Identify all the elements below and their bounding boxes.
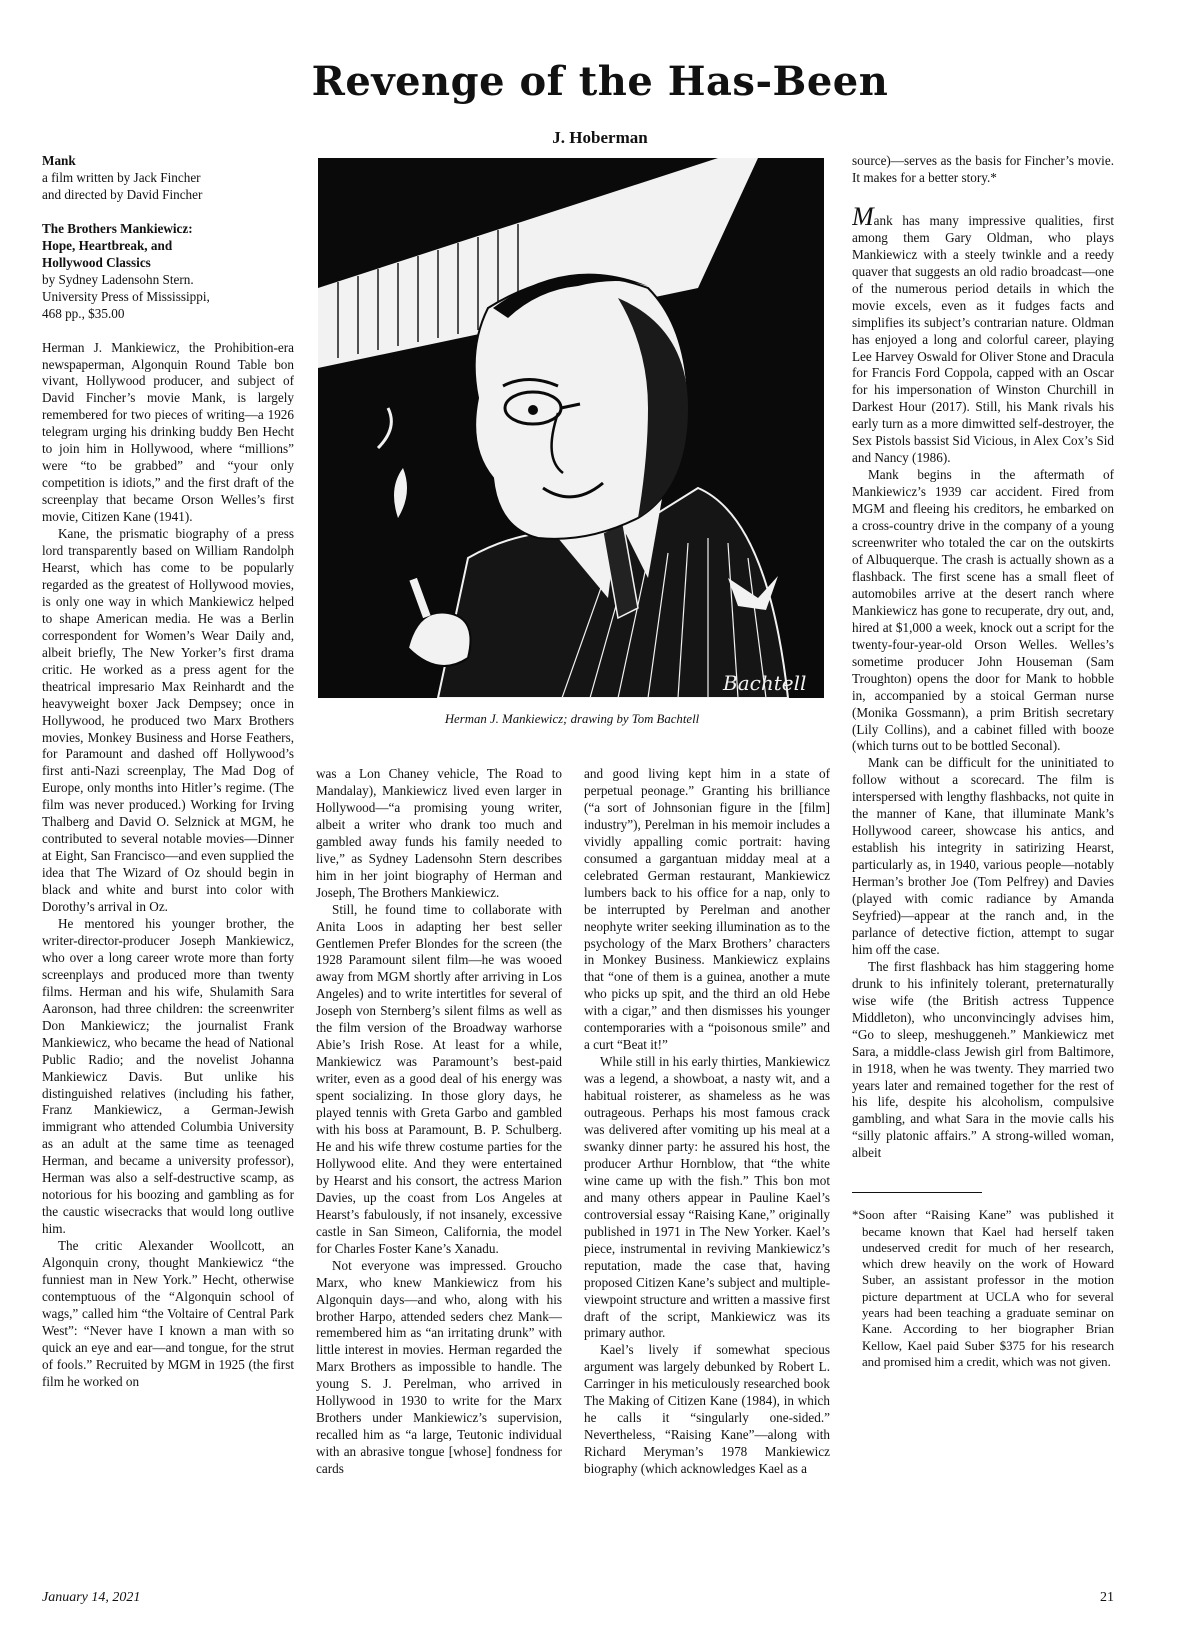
column-2 <box>316 766 562 1613</box>
dropcap: M <box>852 201 874 231</box>
footnote <box>852 1207 1114 1370</box>
article-title: Revenge of the Has-Been <box>311 58 889 105</box>
paragraph-text: ank has many impressive qualities, first among them Gary Oldman, who plays Mankiewicz with a steely twinkle and a reedy quaver that suggests an old radio broadcast—one of the numerous period details in which the movie excels, even as it fudges facts and simplifies its subject’s contrarian nature. Oldman has enjoyed a long and colorful career, playing Lee Harvey Oswald for Oliver Stone and Dracula for Francis Ford Coppola, capped with an Oscar for his impersonation of Winston Churchill in Darkest Hour (2017). Still, his Mank rivals his early turn as a more dimwitted self-destroyer, the Sex Pistols bassist Sid Vicious, in Alex Cox’s Sid and Nancy (1986). <box>852 212 1114 466</box>
paragraph: The first flashback has him staggering home drunk to his infinitely tolerant, preternaturally wise wife (the British actress Tuppence Middleton), who unconvincingly advises him, “Go to sleep, meshuggeneh.” Mankiewicz met Sara, a middle-class Jewish girl from Baltimore, in 1918, when he was twenty. They married two years later and remained together for the rest of his life, despite his alcoholism, compulsive gambling, and what Sara in the movie calls his “silly platonic affairs.” A strong-willed woman, albeit <box>852 958 1114 1161</box>
paragraph: Mank begins in the aftermath of Mankiewicz’s 1939 car accident. Fired from MGM and fleeing his creditors, he embarked on a cross-country drive in the company of a young screenwriter who totaled the car on the outskirts of Albuquerque. The crash is actually shown as a flashback. The first scene has a small fleet of automobiles arrive at the desert ranch where Mankiewicz has gone to recuperate, dry out, and, hired at $1,000 a week, knock out a script for the twenty-four-year-old Orson Welles. Welles’s sometime producer John Houseman (Sam Troughton) opens the door for Mank to hobble in, accompanied by a stoical German nurse (Monika Gossmann), a prim British secretary (Lily Collins), and a cabinet filled with booze (which turns out to be bottled Seconal). <box>852 467 1114 754</box>
portrait-illustration <box>318 158 824 698</box>
column-4 <box>852 153 1114 1613</box>
artist-signature: Bachtell <box>723 671 807 695</box>
paragraph: He mentored his younger brother, the writer-director-producer Joseph Mankiewicz, who over a long career wrote more than forty screenplays and produced more than twenty films. Herman and his wife, Shulamith Sara Aaronson, had three children: the screenwriter Don Mankiewicz; the journalist Frank Mankiewicz, who became the head of National Public Radio; and the novelist Johanna Mankiewicz Davis. But unlike his distinguished relatives (including his father, Franz Mankiewicz, a German-Jewish immigrant who attended Columbia University as an adult at the same time as teenaged Herman, and became a university professor), Herman was also a self-destructive scamp, as notorious for his boozing and gambling as for the caustic wisecracks that would long outlive him. <box>42 915 294 1237</box>
paragraph: source)—serves as the basis for Fincher’s movie. It makes for a better story.* <box>852 153 1114 185</box>
paragraph: was a Lon Chaney vehicle, The Road to Mandalay), Mankiewicz lived even larger in Hollywood—“a promising young writer, albeit a writer who drank too much and gambled away funds his family needed to live,” as Sydney Ladensohn Stern describes him in her joint biography of Herman and Joseph, The Brothers Mankiewicz. <box>316 766 562 900</box>
reviewed-line: University Press of Mississippi, <box>42 288 210 304</box>
reviewed-line: and directed by David Fincher <box>42 186 203 202</box>
reviewed-title: Hope, Heartbreak, and <box>42 237 173 253</box>
paragraph: Still, he found time to collaborate with Anita Loos in adapting her best seller Gentlemen Prefer Blondes for the screen (the 1928 Paramount silent film—he was wooed away from MGM shortly after arriving in Los Angeles) and to write intertitles for several of Joseph von Sternberg’s silent films as well as the film version of the Broadway warhorse Abie’s Irish Rose. At least for a while, Mankiewicz was Paramount’s best-paid writer, even as a good deal of his energy was spent socializing. In those glory days, he played tennis with Greta Garbo and gambled with his boss at Paramount, B. P. Schulberg. He and his wife threw costume parties for the Hollywood elite. And they were entertained by Hearst and his consort, the actress Marion Davies, up the coast from Los Angeles at Hearst’s fabulously, if not insanely, excessive castle in San Simeon, California, the model for Charles Foster Kane’s Xanadu. <box>316 901 562 1256</box>
paragraph: Mank can be difficult for the uninitiated to follow without a scorecard. The film is interspersed with lengthy flashbacks, not quite in the manner of Kane, that illuminate Mank’s Hollywood career, showcase his antics, and establish his integrity in satirizing Hearst, particularly as, in 1940, various people—notably Herman’s brother Joe (Tom Pelfrey) and Davies (played with comic radiance by Amanda Seyfried)—appear at the ranch and, in the parlance of detective fiction, attempt to sugar him off the case. <box>852 755 1114 957</box>
reviewed-item-2 <box>42 221 294 323</box>
page-number: 21 <box>1100 1590 1114 1605</box>
reviewed-title: Hollywood Classics <box>42 254 151 270</box>
illustration-caption: Herman J. Mankiewicz; drawing by Tom Bachtell <box>444 712 700 726</box>
paragraph: Kael’s lively if somewhat specious argument was largely debunked by Robert L. Carringer in his meticulously researched book The Making of Citizen Kane (1984), in which he calls it “singularly one-sided.” Nevertheless, “Raising Kane”—along with Richard Meryman’s 1978 Mankiewicz biography (which acknowledges Kael as a <box>584 1342 830 1477</box>
footnote-text: *Soon after “Raising Kane” was published it became known that Kael had herself taken undeserved credit for much of her research, which drew heavily on the work of Howard Suber, an assistant professor in the motion picture department at UCLA who for several years had been teaching a graduate seminar on Kane. According to her biographer Brian Kellow, Kael paid Suber $375 for his research and promised him a credit, which was not given. <box>852 1208 1114 1369</box>
paragraph: Herman J. Mankiewicz, the Prohibition-era newspaperman, Algonquin Round Table bon vivant, Hollywood producer, and subject of David Fincher’s movie Mank, is largely remembered for two pieces of writing—a 1926 telegram urging his drinking buddy Ben Hecht to join him in Hollywood, where “millions” were “to be grabbed” and “your only competition is idiots,” and the first draft of the screenplay that became Orson Welles’s first movie, Citizen Kane (1941). <box>42 339 294 525</box>
paragraph: Not everyone was impressed. Groucho Marx, who knew Mankiewicz from his Algonquin days—and who, along with his brother Harpo, attended seders chez Mank—remembered him as “an irritating drunk” with little interest in movies. Herman regarded the Marx Brothers as impossible to handle. The young S. J. Perelman, who arrived in Hollywood in 1930 to write for the Marx Brothers under Mankiewicz’s supervision, recalled him as “a large, Teutonic individual with an abrasive tongue [whose] fondness for cards <box>316 1257 562 1477</box>
reviewed-title: The Brothers Mankiewicz: <box>42 220 193 236</box>
paragraph: While still in his early thirties, Mankiewicz was a legend, a showboat, a nasty wit, and a habitual roisterer, as shameless as he was outrageous. Perhaps his most famous crack was delivered after vomiting up his meal at a swanky dinner party: he assured his host, the producer Arthur Hornblow, that “the white wine came up with the fish.” This bon mot and many others appear in Pauline Kael’s controversial essay “Raising Kane,” originally published in 1971 in The New Yorker. Kael’s piece, instrumental in reviving Mankiewicz’s reputation, made the case that, having proposed Citizen Kane’s subject and multiple-viewpoint structure and written a massive first draft of the script, Mankiewicz was its primary author. <box>584 1054 830 1341</box>
paragraph-with-dropcap <box>852 201 1114 467</box>
reviewed-title: Mank <box>42 153 76 168</box>
paragraph: The critic Alexander Woollcott, an Algonquin crony, thought Mankiewicz “the funniest man in New York.” Hecht, otherwise contemptuous of the “Algonquin school of wags,” called him “the Voltaire of Central Park West”: “Never have I known a man with so quick an eye and ear—and tongue, for the strut of fools.” Recruited by MGM in 1925 (the first film he worked on <box>42 1238 294 1389</box>
column-1 <box>42 153 294 1613</box>
reviewed-item-1 <box>42 153 294 204</box>
paragraph: Kane, the prismatic biography of a press lord transparently based on William Randolph Hearst, which has come to be popularly regarded as the greatest of Hollywood movies, is only one way in which Mankiewicz helped to shape American media. He was a Berlin correspondent for Women’s Wear Daily and, albeit briefly, The New Yorker’s first drama critic. He worked as a press agent for the theatrical impresario Max Reinhardt and the heavyweight boxer Jack Dempsey; once in Hollywood, he produced two Marx Brothers movies, Monkey Business and Horse Feathers, for Paramount and dashed off Hollywood’s first anti-Nazi screenplay, The Mad Dog of Europe, only months into Hitler’s regime. (The film was never produced.) Working for Irving Thalberg and David O. Selznick at MGM, he contributed to several notable movies—Dinner at Eight, San Francisco—and even supplied the idea that The Wizard of Oz should begin in black and white and burst into color with Dorothy’s arrival in Oz. <box>42 526 294 915</box>
caricature-drawing <box>318 158 824 698</box>
reviewed-line: 468 pp., $35.00 <box>42 305 125 321</box>
issue-date: January 14, 2021 <box>42 1590 141 1605</box>
footnote-rule <box>852 1192 982 1193</box>
author-byline: J. Hoberman <box>552 128 648 147</box>
column-3 <box>584 766 830 1613</box>
reviewed-line: by Sydney Ladensohn Stern. <box>42 271 194 287</box>
paragraph: and good living kept him in a state of perpetual peonage.” Granting his brilliance (“a sort of Johnsonian figure in the [film] industry”), Perelman in his memoir includes a vividly appalling comic portrait: having consumed a gargantuan midday meal at a celebrated German restaurant, Mankiewicz lumbers back to his office for a nap, only to be interrupted by Perelman and another neophyte writer seeking illumination as to the psychology of the Marx Brothers’ characters in Monkey Business. Mankiewicz explains that “one of them is a guinea, another a mute who picks up spit, and the third an old Hebe with a cigar,” and then dismisses his younger contemporaries with a “poisonous smile” and a curt “Beat it!” <box>584 766 830 1053</box>
reviewed-line: a film written by Jack Fincher <box>42 169 201 185</box>
